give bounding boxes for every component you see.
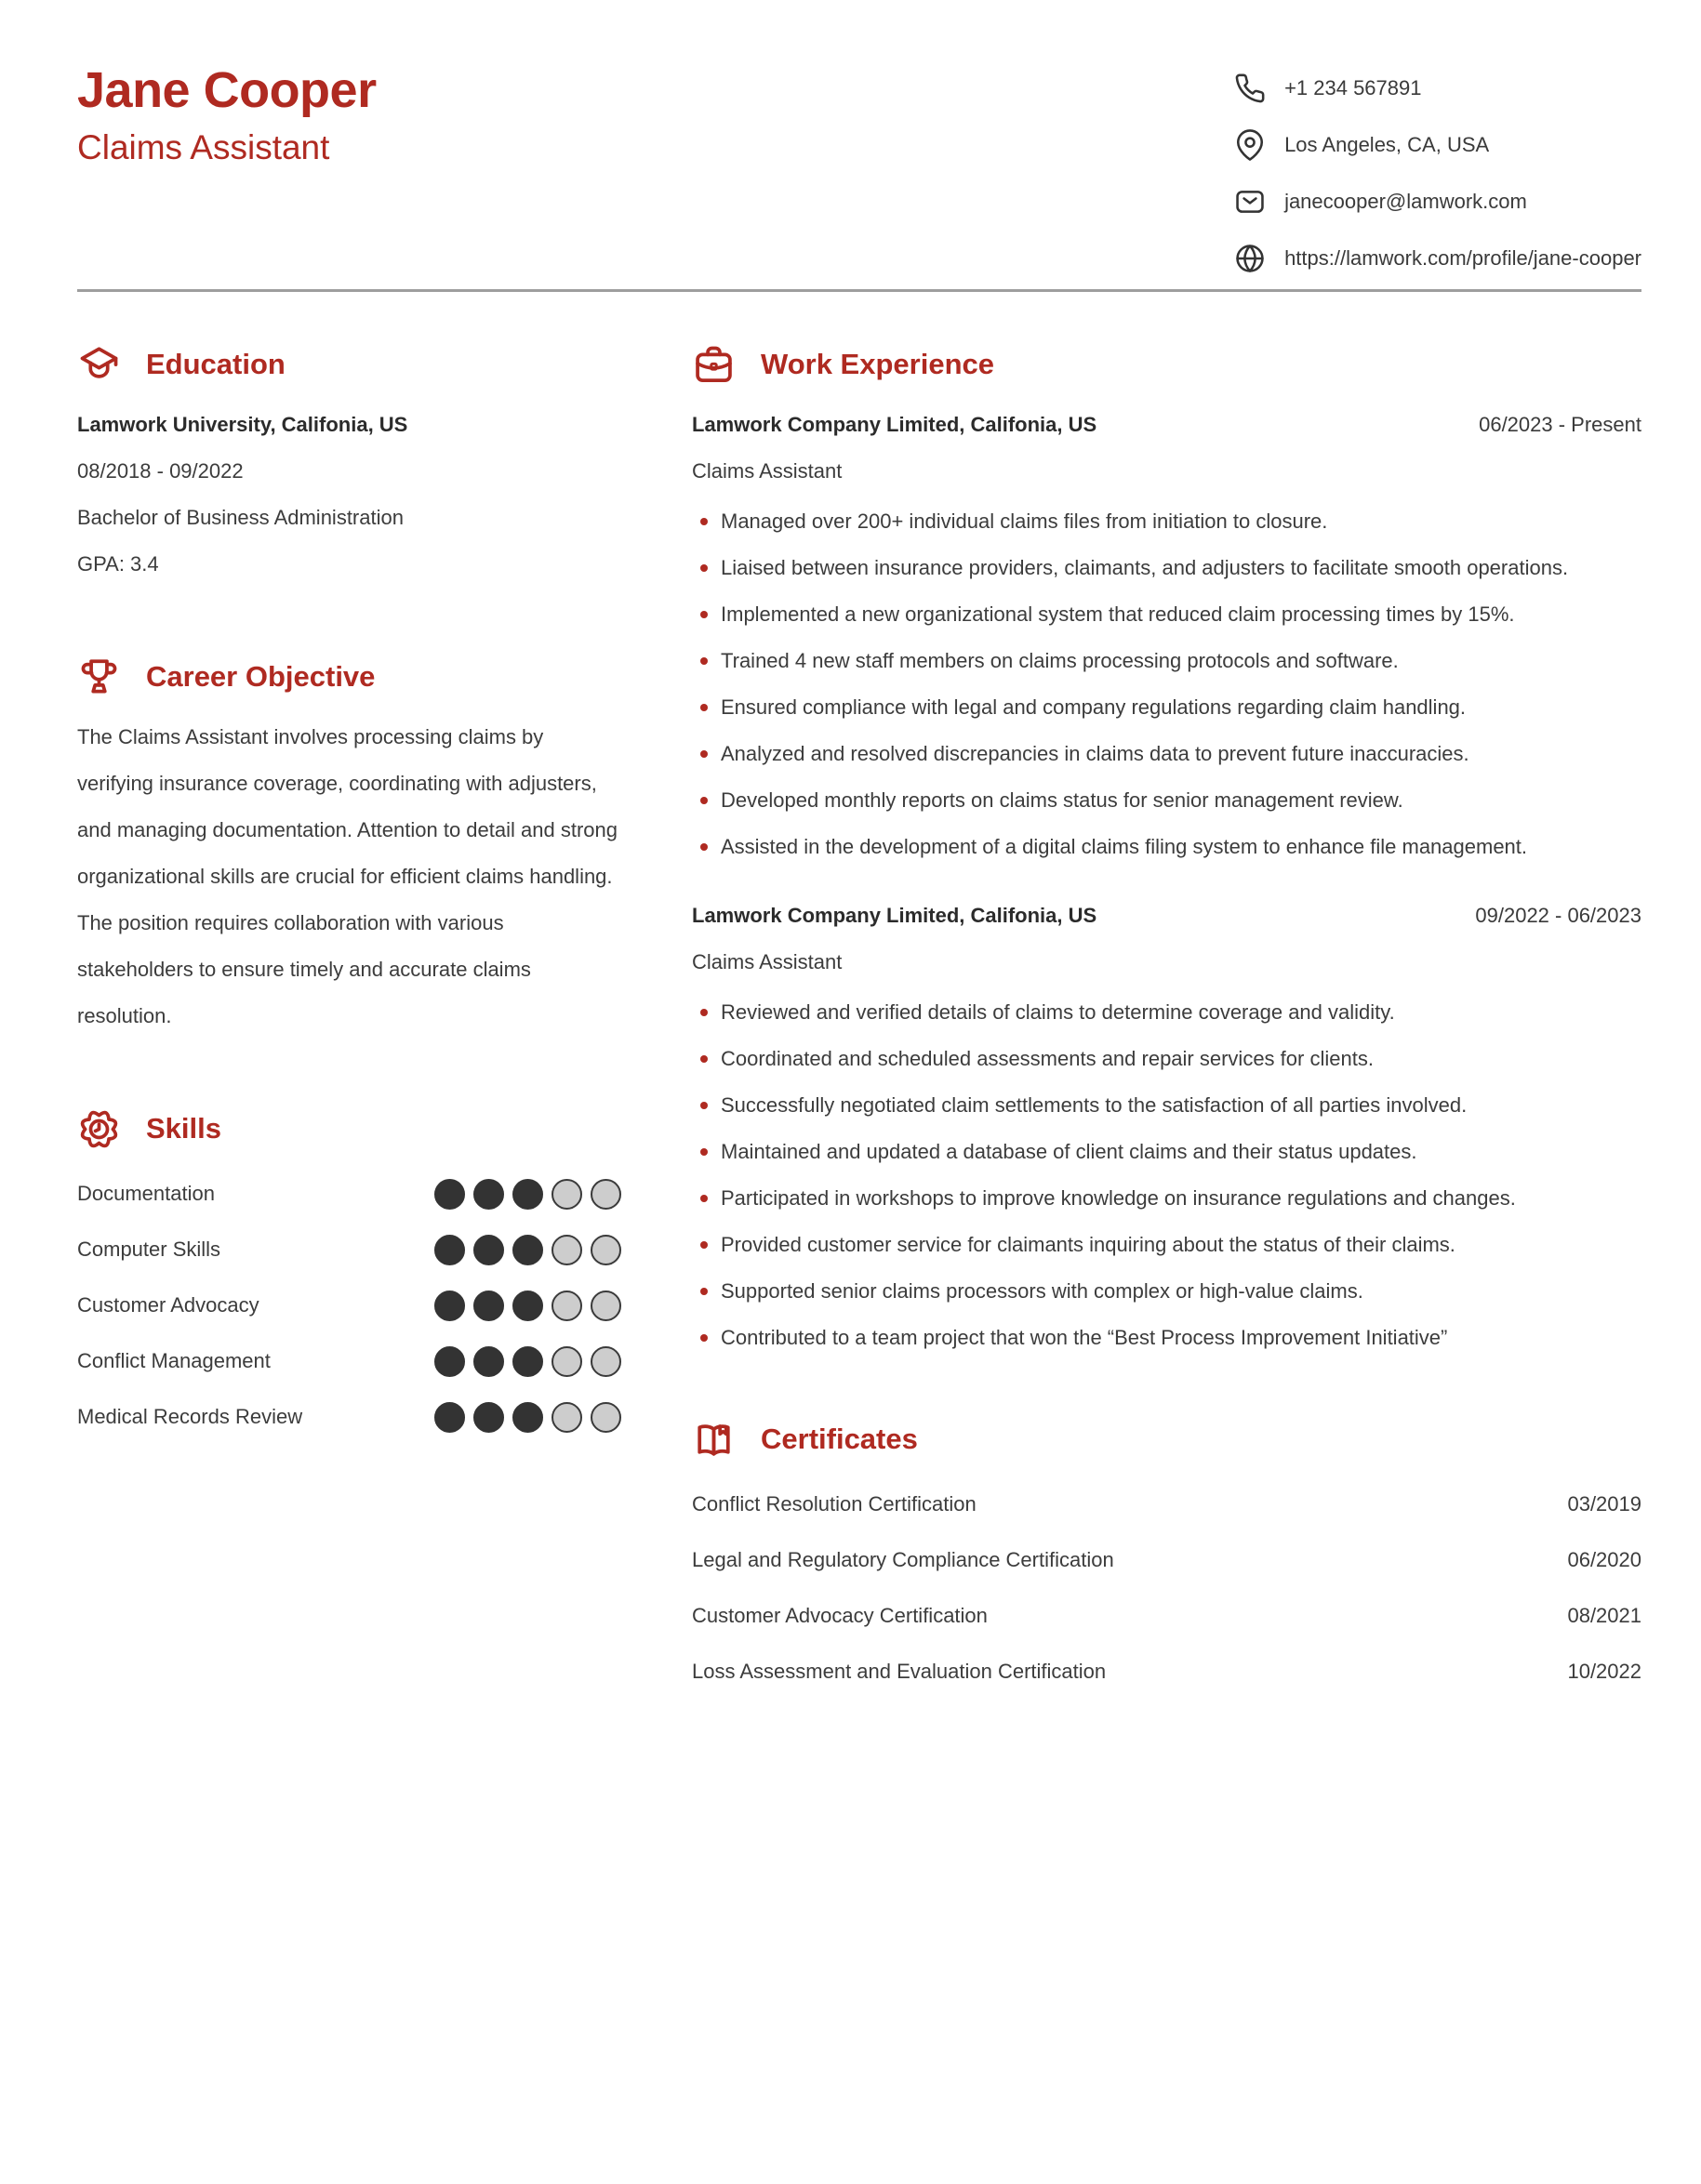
education-title-row [77, 342, 621, 387]
job-company: Lamwork Company Limited, Califonia, US [692, 413, 1097, 436]
contact-text: https://lamwork.com/profile/jane-cooper [1284, 246, 1641, 270]
skill-dot-filled [473, 1291, 504, 1321]
phone-icon [1234, 73, 1266, 104]
skill-dot-empty [591, 1235, 621, 1265]
section-heading: Career Objective [146, 660, 376, 693]
certificate-date: 03/2019 [1567, 1492, 1641, 1516]
job-bullet: Maintained and updated a database of client claims and their status updates. [692, 1129, 1641, 1175]
email-icon [1234, 186, 1266, 218]
job-bullet: Contributed to a team project that won the “Best Process Improvement Initiative” [692, 1315, 1641, 1361]
skill-dot-filled [434, 1346, 465, 1377]
section-heading: Certificates [761, 1423, 918, 1455]
skill-dot-empty [551, 1179, 582, 1210]
job-role: Claims Assistant [692, 950, 843, 973]
education-dates: 08/2018 - 09/2022 [77, 459, 244, 483]
certificate-date: 08/2021 [1567, 1604, 1641, 1627]
skill-dot-filled [512, 1179, 543, 1210]
skill-dot-empty [591, 1291, 621, 1321]
section-career-objective [77, 655, 621, 1039]
graduation-cap-icon [77, 343, 121, 387]
certificate-list [692, 1476, 1641, 1700]
badge-clock-icon [77, 1107, 121, 1151]
skill-dot-filled [512, 1235, 543, 1265]
job-bullet: Developed monthly reports on claims status for senior management review. [692, 777, 1641, 824]
certificate-name: Customer Advocacy Certification [692, 1604, 988, 1627]
job-header [692, 402, 1641, 448]
skill-row [77, 1166, 621, 1222]
skill-dot-filled [512, 1291, 543, 1321]
section-certificates [692, 1417, 1641, 1700]
certificate-date: 10/2022 [1567, 1660, 1641, 1683]
skill-level-dots [434, 1235, 621, 1265]
job-bullet: Coordinated and scheduled assessments and repair services for clients. [692, 1036, 1641, 1082]
job-bullet: Implemented a new organizational system that reduced claim processing times by 15%. [692, 591, 1641, 638]
education-gpa: GPA: 3.4 [77, 552, 159, 576]
job-dates: 06/2023 - Present [1479, 413, 1641, 436]
job-bullet: Supported senior claims processors with complex or high-value claims. [692, 1268, 1641, 1315]
resume-header [77, 50, 1641, 274]
skill-dot-empty [551, 1235, 582, 1265]
section-heading: Education [146, 348, 286, 380]
skill-dot-filled [512, 1402, 543, 1433]
left-column [77, 292, 621, 1700]
person-name: Jane Cooper [77, 62, 377, 118]
job-bullet: Participated in workshops to improve knowledge on insurance regulations and changes. [692, 1175, 1641, 1222]
contact-phone [1234, 73, 1641, 104]
job-bullet: Provided customer service for claimants inquiring about the status of their claims. [692, 1222, 1641, 1268]
skill-dot-filled [434, 1179, 465, 1210]
job-dates: 09/2022 - 06/2023 [1475, 904, 1641, 927]
trophy-icon [77, 655, 121, 699]
job-bullet: Trained 4 new staff members on claims processing protocols and software. [692, 638, 1641, 684]
job-company: Lamwork Company Limited, Califonia, US [692, 904, 1097, 927]
skill-name: Computer Skills [77, 1238, 221, 1261]
contact-text: Los Angeles, CA, USA [1284, 133, 1490, 156]
job-entry [692, 893, 1641, 1361]
certificate-name: Legal and Regulatory Compliance Certification [692, 1548, 1114, 1571]
contact-location [1234, 129, 1641, 161]
section-education [77, 342, 621, 588]
certificate-row [692, 1476, 1641, 1532]
certificate-name: Conflict Resolution Certification [692, 1492, 977, 1516]
skill-list [77, 1166, 621, 1445]
skill-dot-filled [473, 1346, 504, 1377]
job-bullet-list [692, 989, 1641, 1361]
person-job-title: Claims Assistant [77, 128, 330, 167]
contact-info [1234, 50, 1641, 274]
skill-dot-filled [512, 1346, 543, 1377]
skills-title-row [77, 1106, 621, 1151]
skill-dot-filled [434, 1235, 465, 1265]
job-bullet: Successfully negotiated claim settlements to the satisfaction of all parties involved. [692, 1082, 1641, 1129]
skill-dot-empty [591, 1346, 621, 1377]
skill-row [77, 1389, 621, 1445]
skill-level-dots [434, 1179, 621, 1210]
skill-dot-filled [473, 1235, 504, 1265]
job-bullet: Assisted in the development of a digital claims filing system to enhance file management. [692, 824, 1641, 870]
work-experience-title-row [692, 342, 1641, 387]
certificate-row [692, 1644, 1641, 1700]
contact-text: janecooper@lamwork.com [1284, 190, 1527, 213]
job-bullet: Ensured compliance with legal and company regulations regarding claim handling. [692, 684, 1641, 731]
certificate-row [692, 1532, 1641, 1588]
briefcase-icon [692, 343, 736, 387]
skill-dot-filled [473, 1402, 504, 1433]
job-bullet: Reviewed and verified details of claims to determine coverage and validity. [692, 989, 1641, 1036]
skill-level-dots [434, 1346, 621, 1377]
skill-dot-filled [434, 1402, 465, 1433]
skill-name: Documentation [77, 1182, 215, 1205]
job-entry [692, 402, 1641, 870]
job-bullet: Analyzed and resolved discrepancies in claims data to prevent future inaccuracies. [692, 731, 1641, 777]
career-objective-text: The Claims Assistant involves processing claims by verifying insurance coverage, coordinating with adjusters, and managing documentation. Attention to detail and strong organizational skills are crucial for efficient claims handling. The position requires collaboration with various stakeholders to ensure timely and accurate claims resolution. [77, 725, 618, 1027]
contact-website [1234, 243, 1641, 274]
skill-name: Medical Records Review [77, 1405, 303, 1428]
certificate-name: Loss Assessment and Evaluation Certification [692, 1660, 1107, 1683]
section-heading: Skills [146, 1112, 221, 1145]
open-book-icon [692, 1418, 736, 1462]
section-skills [77, 1106, 621, 1445]
resume-columns [77, 292, 1641, 1700]
skill-dot-filled [473, 1179, 504, 1210]
certificates-title-row [692, 1417, 1641, 1462]
skill-level-dots [434, 1402, 621, 1433]
location-icon [1234, 129, 1266, 161]
skill-dot-filled [434, 1291, 465, 1321]
skill-row [77, 1222, 621, 1277]
skill-dot-empty [591, 1179, 621, 1210]
identity-block [77, 50, 377, 167]
skill-dot-empty [591, 1402, 621, 1433]
skill-dot-empty [551, 1402, 582, 1433]
right-column [692, 292, 1641, 1700]
globe-icon [1234, 243, 1266, 274]
skill-dot-empty [551, 1346, 582, 1377]
skill-name: Customer Advocacy [77, 1293, 259, 1317]
skill-level-dots [434, 1291, 621, 1321]
job-bullet: Liaised between insurance providers, claimants, and adjusters to facilitate smooth operations. [692, 545, 1641, 591]
skill-name: Conflict Management [77, 1349, 271, 1372]
job-role: Claims Assistant [692, 459, 843, 483]
job-header [692, 893, 1641, 939]
certificate-row [692, 1588, 1641, 1644]
job-bullet-list [692, 498, 1641, 870]
career-objective-title-row [77, 655, 621, 699]
job-bullet: Managed over 200+ individual claims files from initiation to closure. [692, 498, 1641, 545]
contact-email [1234, 186, 1641, 218]
contact-text: +1 234 567891 [1284, 76, 1422, 99]
education-school: Lamwork University, Califonia, US [77, 413, 408, 436]
skill-row [77, 1277, 621, 1333]
skill-row [77, 1333, 621, 1389]
education-degree: Bachelor of Business Administration [77, 506, 404, 529]
certificate-date: 06/2020 [1567, 1548, 1641, 1571]
section-work-experience [692, 342, 1641, 1361]
section-heading: Work Experience [761, 348, 994, 380]
skill-dot-empty [551, 1291, 582, 1321]
